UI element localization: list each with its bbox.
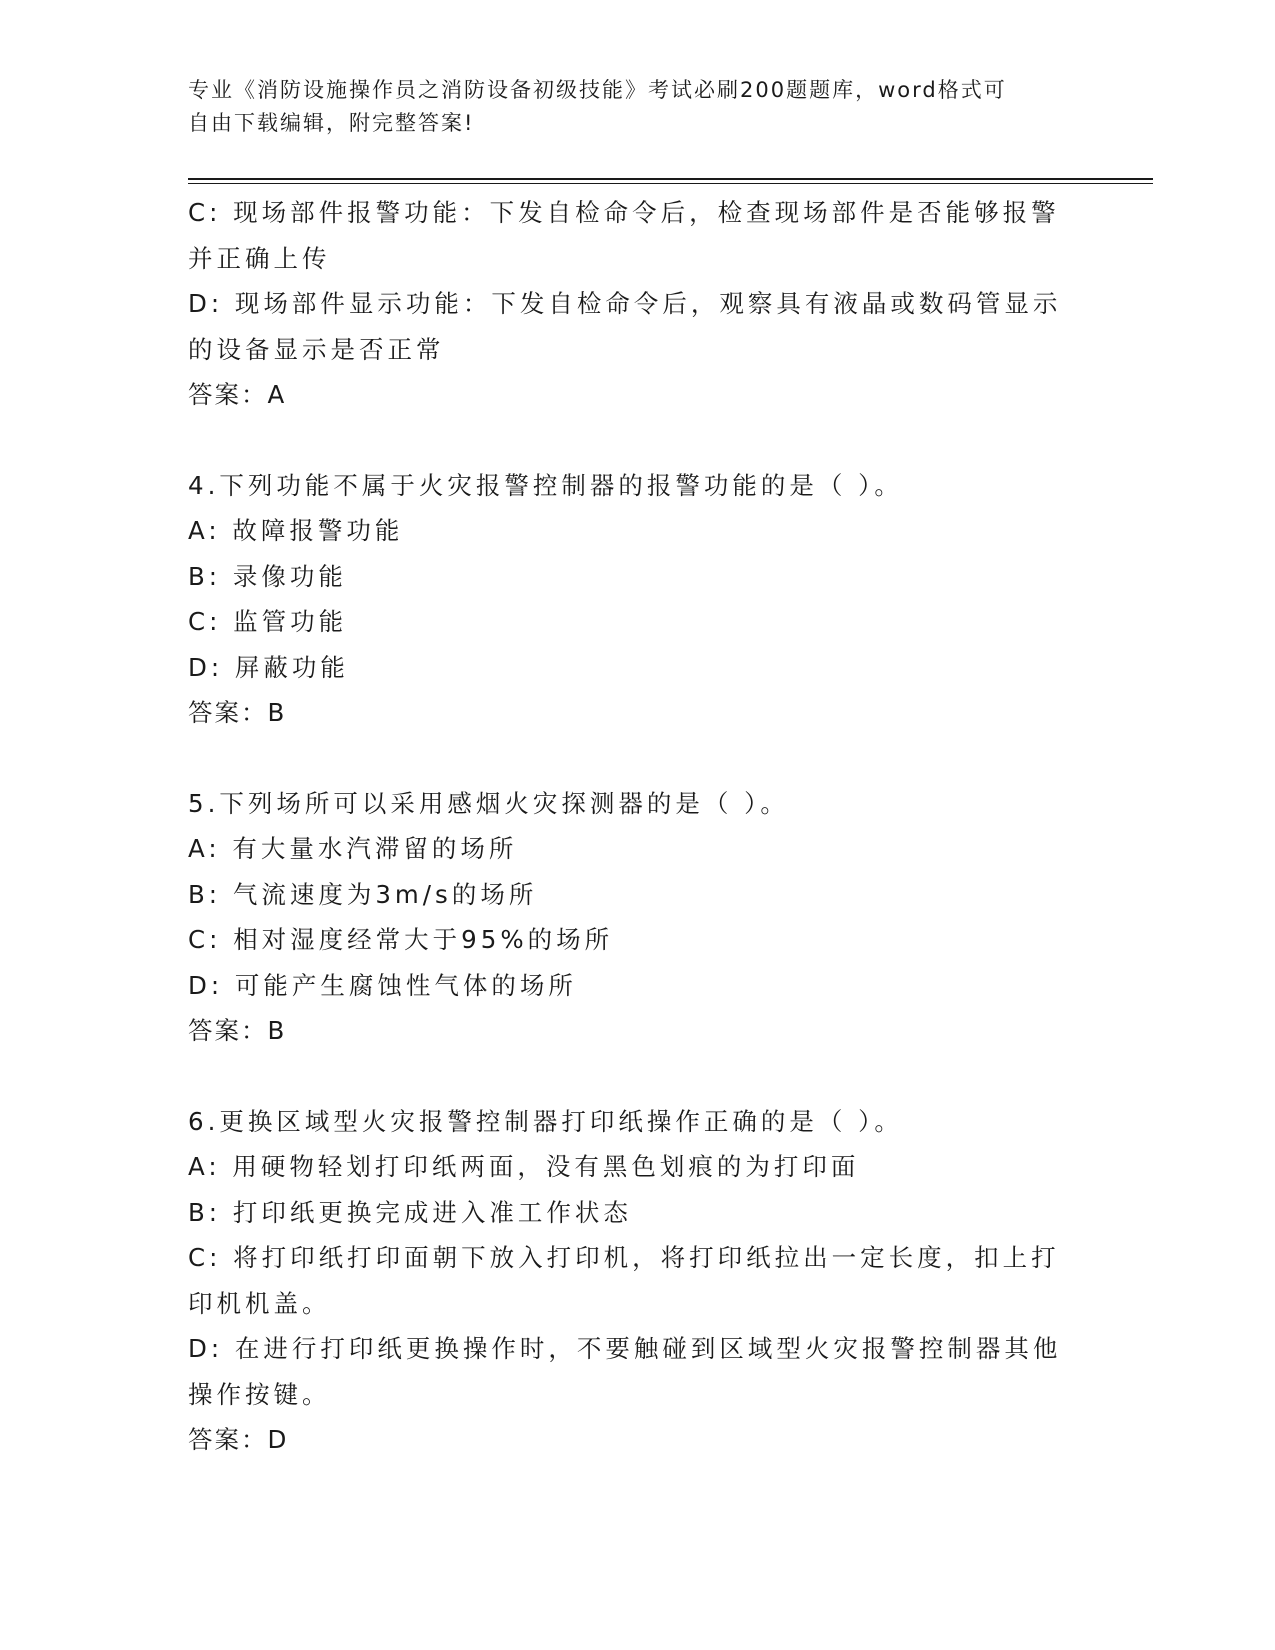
spacer xyxy=(188,736,1068,781)
option-d: D: 屏蔽功能 xyxy=(188,652,349,682)
option-d-line-1: D: 现场部件显示功能：下发自检命令后，观察具有液晶或数码管显示 xyxy=(188,289,1062,318)
option-a: A: 故障报警功能 xyxy=(188,516,404,545)
header-divider-thick xyxy=(188,178,1153,180)
option-a: A: 用硬物轻划打印纸两面，没有黑色划痕的为打印面 xyxy=(188,1152,860,1181)
option-b: B: 录像功能 xyxy=(188,561,347,591)
header-title-line-2: 自由下载编辑，附完整答案! xyxy=(188,111,475,135)
question-3-continued xyxy=(188,190,1068,418)
answer-label: 答案：D xyxy=(188,1425,289,1454)
header-title-line-1: 专业《消防设施操作员之消防设备初级技能》考试必刷200题题库，word格式可 xyxy=(188,78,1007,102)
option-c-line-2: 并正确上传 xyxy=(188,243,331,273)
answer-label: 答案：B xyxy=(188,698,287,727)
option-d: D: 可能产生腐蚀性气体的场所 xyxy=(188,970,577,1000)
option-d-line-1: D: 在进行打印纸更换操作时，不要触碰到区域型火灾报警控制器其他 xyxy=(188,1334,1062,1363)
option-d-line-2: 的设备显示是否正常 xyxy=(188,334,445,364)
question-text: 6.更换区域型火灾报警控制器打印纸操作正确的是（ ）。 xyxy=(188,1106,903,1136)
option-c-line-1: C: 现场部件报警功能：下发自检命令后，检查现场部件是否能够报警 xyxy=(188,198,1060,227)
option-a: A: 有大量水汽滞留的场所 xyxy=(188,834,518,863)
question-4 xyxy=(188,463,1068,736)
option-d-line-2: 操作按键。 xyxy=(188,1379,331,1409)
spacer xyxy=(188,1054,1068,1099)
option-c: C: 相对湿度经常大于95%的场所 xyxy=(188,925,614,954)
question-6 xyxy=(188,1099,1068,1463)
answer-label: 答案：A xyxy=(188,380,287,409)
spacer xyxy=(188,418,1068,463)
question-5 xyxy=(188,781,1068,1054)
answer-label: 答案：B xyxy=(188,1016,287,1045)
document-header xyxy=(188,74,1068,140)
question-text: 5.下列场所可以采用感烟火灾探测器的是（ ）。 xyxy=(188,788,789,818)
question-text: 4.下列功能不属于火灾报警控制器的报警功能的是（ ）。 xyxy=(188,470,903,500)
option-b: B: 打印纸更换完成进入准工作状态 xyxy=(188,1197,632,1227)
header-divider-thin xyxy=(188,183,1153,184)
option-c: C: 监管功能 xyxy=(188,607,348,636)
question-list xyxy=(188,190,1068,1463)
option-b: B: 气流速度为3m/s的场所 xyxy=(188,879,538,909)
option-c-line-1: C: 将打印纸打印面朝下放入打印机，将打印纸拉出一定长度，扣上打 xyxy=(188,1243,1060,1272)
option-c-line-2: 印机机盖。 xyxy=(188,1288,331,1318)
